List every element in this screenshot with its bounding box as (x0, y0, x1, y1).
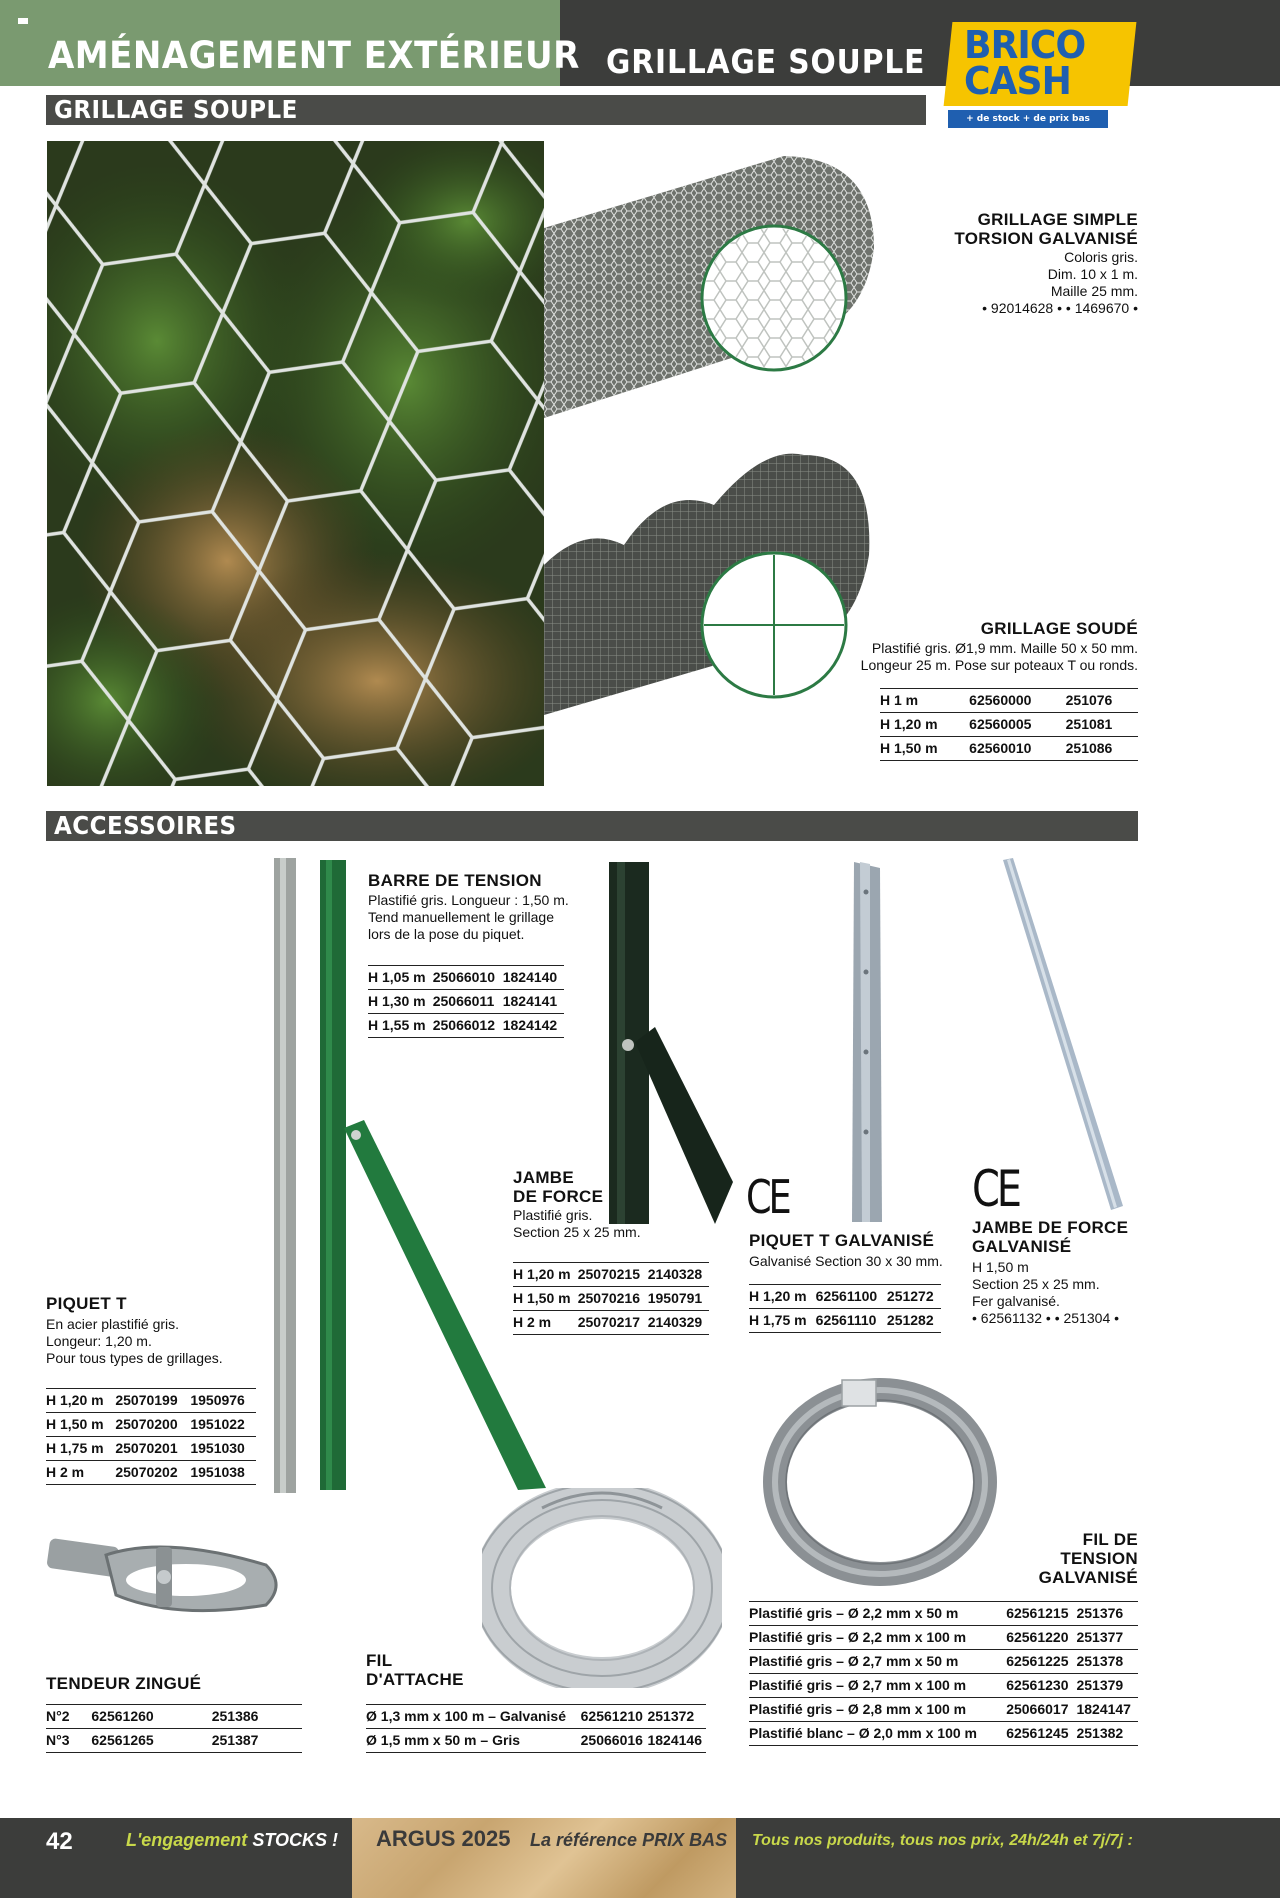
cell-code: 251386 (212, 1705, 302, 1729)
cell-ref: 62561245 (1006, 1722, 1076, 1746)
cell-size: Ø 1,5 mm x 50 m – Gris (366, 1729, 581, 1753)
title-line: GRILLAGE SIMPLE (977, 210, 1138, 229)
cell-ref: 62560000 (969, 689, 1065, 713)
cell-size: Plastifié gris – Ø 2,2 mm x 50 m (749, 1602, 1006, 1626)
table-fil-tension (749, 1601, 1138, 1746)
footer-reference (530, 1830, 727, 1851)
title-line: DE FORCE (513, 1187, 604, 1206)
desc-line: Pour tous types de grillages. (46, 1350, 223, 1366)
cell-size: N°2 (46, 1705, 91, 1729)
table-row (513, 1311, 709, 1335)
cell-height: H 1,75 m (749, 1309, 816, 1333)
section-bar-grillage: GRILLAGE SOUPLE (46, 95, 926, 125)
title-fil-attache (366, 1651, 464, 1689)
table-row (880, 689, 1138, 713)
desc-jambe-force-galva (972, 1259, 1119, 1327)
cell-ref: 62561210 (581, 1705, 648, 1729)
cell-code: 1951030 (190, 1437, 256, 1461)
table-row (46, 1389, 256, 1413)
logo-tagline: + de stock + de prix bas (948, 110, 1108, 128)
desc-line: Maille 25 mm. (1050, 283, 1138, 299)
title-piquet-t-galva: PIQUET T GALVANISÉ (749, 1231, 935, 1250)
cell-height: H 1,55 m (368, 1014, 433, 1038)
cell-height: H 1,20 m (46, 1389, 115, 1413)
cell-ref: 62561265 (91, 1729, 211, 1753)
cell-ref: 25066010 (433, 966, 503, 990)
cell-code: 1824140 (503, 966, 564, 990)
cell-ref: 25070217 (578, 1311, 648, 1335)
cell-code: 1951038 (190, 1461, 256, 1485)
title-tendeur: TENDEUR ZINGUÉ (46, 1674, 202, 1693)
desc-grillage-simple (880, 249, 1138, 317)
cell-code: 1824146 (647, 1729, 706, 1753)
logo-text-cash: CASH (964, 59, 1071, 103)
cell-ref: 25070216 (578, 1287, 648, 1311)
title-line: JAMBE DE FORCE (972, 1218, 1129, 1237)
table-row (749, 1650, 1138, 1674)
desc-line: Section 25 x 25 mm. (513, 1224, 641, 1240)
table-piquet-t (46, 1388, 256, 1485)
cell-ref: 25066012 (433, 1014, 503, 1038)
title-fil-tension (960, 1530, 1138, 1587)
cell-code: 251372 (647, 1705, 706, 1729)
title-line: FIL (366, 1651, 393, 1670)
cell-ref: 62561215 (1006, 1602, 1076, 1626)
desc-line: Longeur: 1,20 m. (46, 1333, 152, 1349)
table-row (366, 1705, 706, 1729)
table-row (749, 1674, 1138, 1698)
desc-line: Section 25 x 25 mm. (972, 1276, 1100, 1292)
ce-mark-jambe: CE (972, 1160, 1019, 1218)
cell-ref: 62560005 (969, 713, 1065, 737)
title-line: D'ATTACHE (366, 1670, 464, 1689)
cell-code: 251272 (887, 1285, 941, 1309)
cell-height: H 1,20 m (513, 1263, 578, 1287)
jambe-force-galva-photo (995, 858, 1135, 1210)
cell-code: 2140329 (648, 1311, 709, 1335)
logo-text-brico: BRICO (964, 23, 1086, 67)
table-row (513, 1263, 709, 1287)
title-grillage-simple (880, 210, 1138, 248)
cell-ref: 25070199 (115, 1389, 190, 1413)
cell-height: H 1,50 m (513, 1287, 578, 1311)
cell-ref: 25070215 (578, 1263, 648, 1287)
cell-size: Plastifié gris – Ø 2,7 mm x 100 m (749, 1674, 1006, 1698)
cell-size: Plastifié gris – Ø 2,2 mm x 100 m (749, 1626, 1006, 1650)
desc-line: lors de la pose du piquet. (368, 926, 525, 942)
table-piquet-t-galva (749, 1284, 941, 1333)
table-row (46, 1729, 302, 1753)
cell-height: H 1 m (880, 689, 969, 713)
cell-height: H 1,50 m (46, 1413, 115, 1437)
cell-size: Plastifié gris – Ø 2,7 mm x 50 m (749, 1650, 1006, 1674)
cell-code: 251382 (1076, 1722, 1138, 1746)
section-bar-accessoires: ACCESSOIRES (46, 811, 1138, 841)
title-line: GALVANISÉ (972, 1237, 1072, 1256)
cell-ref: 25066017 (1006, 1698, 1076, 1722)
desc-line: Fer galvanisé. (972, 1293, 1060, 1309)
cell-ref: 62561225 (1006, 1650, 1076, 1674)
desc-grillage-soude (840, 640, 1138, 674)
desc-line: Coloris gris. (1064, 249, 1138, 265)
cell-ref: 25066016 (581, 1729, 648, 1753)
cell-ref: 62560010 (969, 737, 1065, 761)
title-line: TENSION (1060, 1549, 1138, 1568)
cell-size: Plastifié blanc – Ø 2,0 mm x 100 m (749, 1722, 1006, 1746)
cell-code: 251086 (1066, 737, 1138, 761)
cell-height: H 1,20 m (749, 1285, 816, 1309)
chicken-wire-photo (47, 141, 544, 786)
title-line: GALVANISÉ (1038, 1568, 1138, 1587)
cell-height: H 1,30 m (368, 990, 433, 1014)
cell-ref: 25070202 (115, 1461, 190, 1485)
cell-ref: 62561230 (1006, 1674, 1076, 1698)
table-fil-attache (366, 1704, 706, 1753)
cell-code: 251378 (1076, 1650, 1138, 1674)
cell-ref: 25070200 (115, 1413, 190, 1437)
cell-code: 251282 (887, 1309, 941, 1333)
table-grillage-soude (880, 688, 1138, 761)
table-row (46, 1461, 256, 1485)
cell-code: 251076 (1066, 689, 1138, 713)
cell-code: 251081 (1066, 713, 1138, 737)
title-line: TORSION GALVANISÉ (954, 229, 1138, 248)
header-mark (18, 18, 28, 24)
cell-code: 1824147 (1076, 1698, 1138, 1722)
table-row (749, 1602, 1138, 1626)
page-subtitle: GRILLAGE SOUPLE (606, 42, 926, 81)
cell-ref: 62561220 (1006, 1626, 1076, 1650)
desc-line: Plastifié gris. (513, 1207, 593, 1223)
title-grillage-soude: GRILLAGE SOUDÉ (980, 619, 1138, 638)
title-jambe-force (513, 1168, 603, 1206)
cell-code: 1824142 (503, 1014, 564, 1038)
cell-height: H 1,50 m (880, 737, 969, 761)
cell-code: 1950791 (648, 1287, 709, 1311)
welded-roll-photo (544, 415, 884, 715)
cell-code: 1824141 (503, 990, 564, 1014)
desc-barre-tension (368, 892, 588, 943)
cell-ref: 62561110 (816, 1309, 887, 1333)
desc-line: • 92014628 • • 1469670 • (982, 300, 1138, 316)
cell-size: N°3 (46, 1729, 91, 1753)
page-number: 42 (46, 1828, 73, 1855)
fil-attache-photo (482, 1488, 722, 1688)
cell-code: 1950976 (190, 1389, 256, 1413)
table-row (749, 1698, 1138, 1722)
cell-ref: 62561260 (91, 1705, 211, 1729)
table-tendeur (46, 1704, 302, 1753)
title-barre-tension: BARRE DE TENSION (368, 871, 542, 890)
cell-code: 251376 (1076, 1602, 1138, 1626)
table-row (880, 737, 1138, 761)
title-jambe-force-galva (972, 1218, 1128, 1256)
cell-code: 251387 (212, 1729, 302, 1753)
table-row (46, 1437, 256, 1461)
table-row (513, 1287, 709, 1311)
table-row (366, 1729, 706, 1753)
table-row (368, 966, 564, 990)
cell-size: Plastifié gris – Ø 2,8 mm x 100 m (749, 1698, 1006, 1722)
cell-ref: 62561100 (816, 1285, 887, 1309)
ce-mark-piquet: CE (746, 1170, 789, 1224)
desc-line: Dim. 10 x 1 m. (1047, 266, 1138, 282)
brico-cash-logo (948, 22, 1132, 130)
cell-height: H 1,20 m (880, 713, 969, 737)
footer-text: L'engagement (126, 1830, 253, 1850)
footer-text-strong: PRIX BAS (642, 1830, 728, 1850)
cell-code: 2140328 (648, 1263, 709, 1287)
desc-line: Plastifié gris. Longueur : 1,50 m. (368, 892, 569, 908)
table-row (46, 1413, 256, 1437)
desc-piquet-t-galva: Galvanisé Section 30 x 30 mm. (749, 1253, 943, 1269)
title-line: FIL DE (1082, 1530, 1138, 1549)
cell-height: H 1,75 m (46, 1437, 115, 1461)
table-row (749, 1626, 1138, 1650)
cell-code: 251379 (1076, 1674, 1138, 1698)
desc-line: H 1,50 m (972, 1259, 1029, 1275)
desc-line: Plastifié gris. Ø1,9 mm. Maille 50 x 50 mm. (871, 640, 1138, 656)
cell-size: Ø 1,3 mm x 100 m – Galvanisé (366, 1705, 581, 1729)
table-barre-tension (368, 965, 564, 1038)
footer-text: La référence (530, 1830, 643, 1850)
title-piquet-t: PIQUET T (46, 1294, 127, 1313)
table-row (880, 713, 1138, 737)
galvanized-roll-photo (544, 148, 884, 418)
footer-text-strong: STOCKS ! (252, 1830, 338, 1850)
desc-jambe-force (513, 1207, 641, 1241)
title-line: JAMBE (513, 1168, 575, 1187)
piquet-t-galva-photo (840, 862, 900, 1222)
desc-line: Longeur 25 m. Pose sur poteaux T ou ronds. (860, 657, 1138, 673)
jambe-force-photo (605, 862, 735, 1224)
cell-code: 1951022 (190, 1413, 256, 1437)
footer-argus: ARGUS 2025 (376, 1826, 511, 1851)
cell-height: H 1,05 m (368, 966, 433, 990)
desc-line: • 62561132 • • 251304 • (972, 1310, 1120, 1326)
table-row (749, 1309, 941, 1333)
desc-line: Tend manuellement le grillage (368, 909, 554, 925)
cell-code: 251377 (1076, 1626, 1138, 1650)
cell-height: H 2 m (513, 1311, 578, 1335)
footer-engagement (126, 1830, 338, 1851)
desc-piquet-t (46, 1316, 223, 1367)
table-row (749, 1722, 1138, 1746)
page-title: AMÉNAGEMENT EXTÉRIEUR (48, 34, 580, 77)
table-row (749, 1285, 941, 1309)
cell-ref: 25066011 (433, 990, 503, 1014)
footer-slogan: Tous nos produits, tous nos prix, 24h/24h et 7j/7j : (752, 1832, 1133, 1849)
table-row (368, 990, 564, 1014)
desc-line: En acier plastifié gris. (46, 1316, 180, 1332)
cell-ref: 25070201 (115, 1437, 190, 1461)
table-row (368, 1014, 564, 1038)
table-row (46, 1705, 302, 1729)
cell-height: H 2 m (46, 1461, 115, 1485)
table-jambe-force (513, 1262, 709, 1335)
tendeur-photo (46, 1525, 286, 1625)
